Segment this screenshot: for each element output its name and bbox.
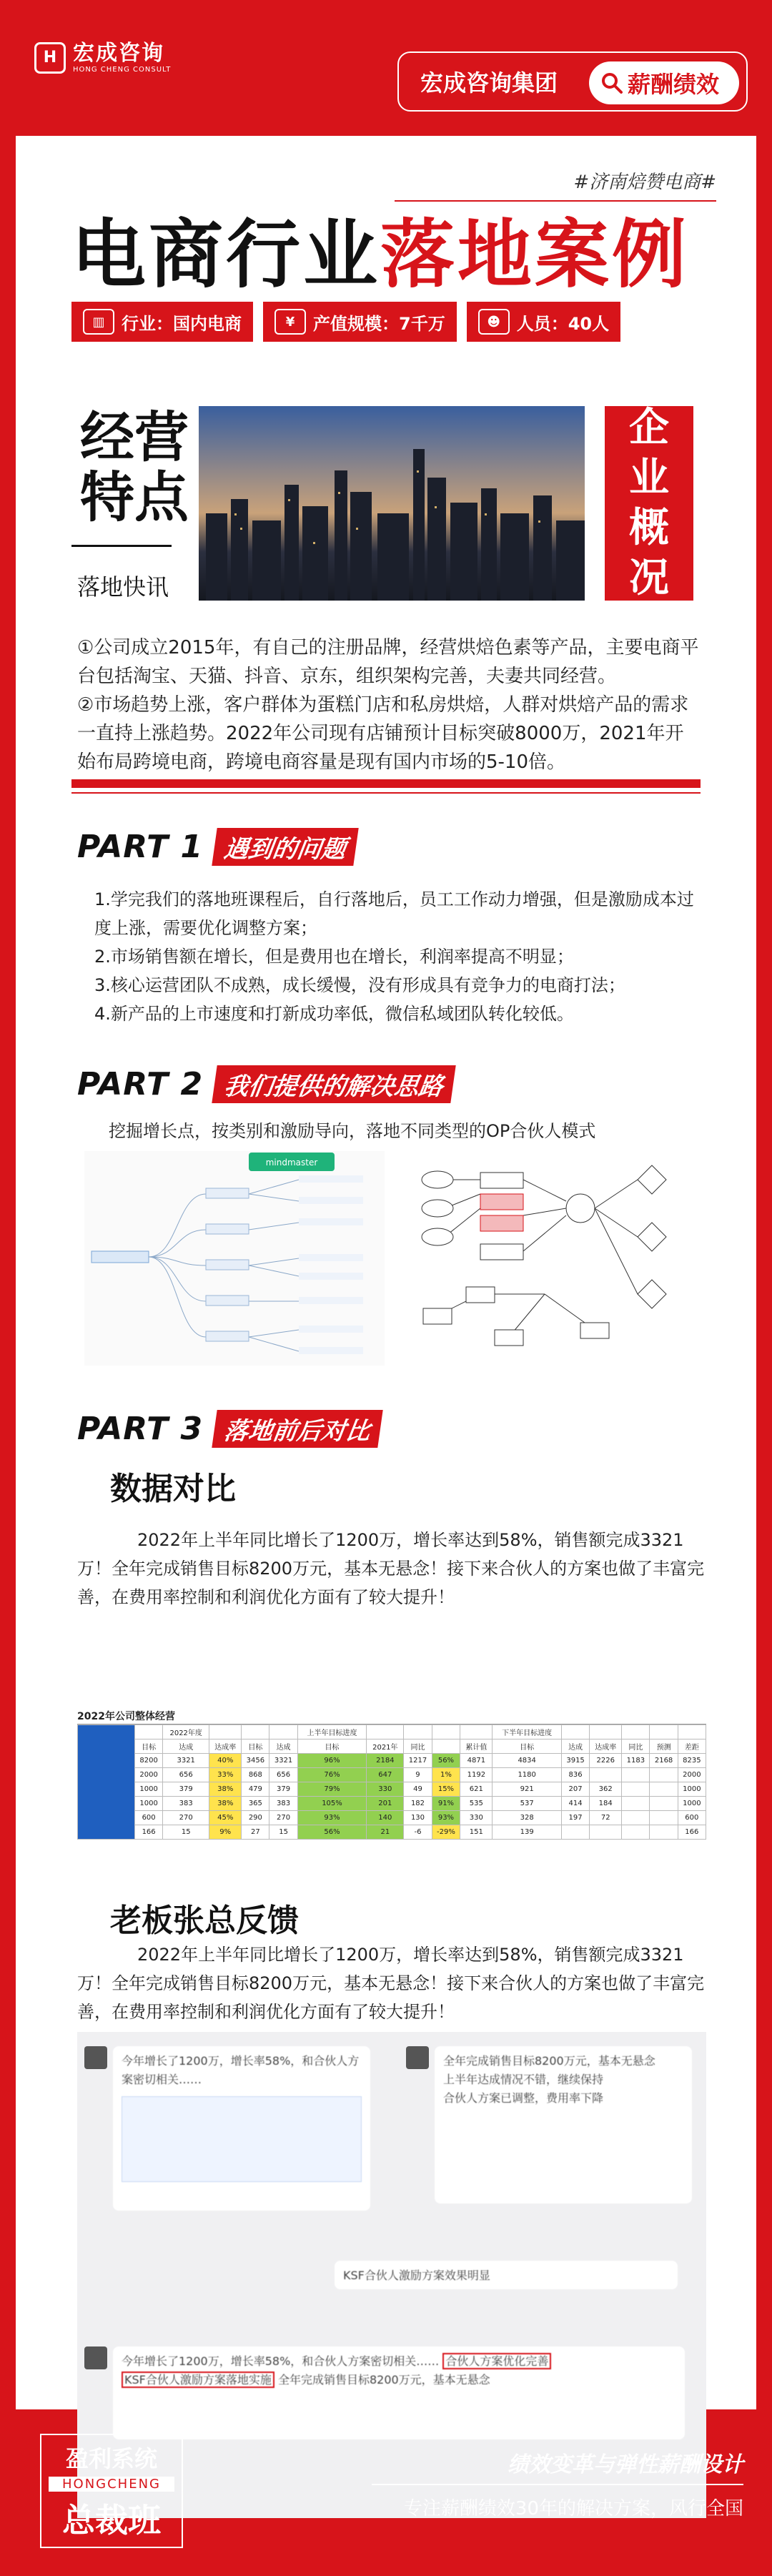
info-industry — [71, 302, 253, 342]
info-scale-label: 产值规模：7千万 — [313, 313, 445, 334]
table-cell: 365 — [242, 1797, 269, 1811]
table-cell: 184 — [590, 1797, 622, 1811]
mindmaster-brand: mindmaster — [265, 1158, 318, 1168]
table-cell: 600 — [135, 1811, 163, 1825]
table-cell: 207 — [561, 1782, 589, 1797]
footer-logo-bottom: 总裁班 — [62, 2501, 161, 2540]
intro-paragraph: ①公司成立2015年，有自己的注册品牌，经营烘焙色素等产品，主要电商平台包括淘宝、天猫、抖音、京东，组织架构完善，夫妻共同经营。 — [77, 637, 699, 687]
chat-line: 全年完成销售目标8200万元，基本无悬念 — [443, 2054, 655, 2068]
info-people — [467, 302, 620, 342]
avatar — [406, 2046, 429, 2069]
table-cell — [432, 1739, 460, 1754]
table-cell: 166 — [678, 1825, 706, 1840]
table-cell: 621 — [460, 1782, 493, 1797]
chat-line: 今年增长了1200万，增长率58%，和合伙人方案密切相关…… — [122, 2354, 440, 2368]
table-cell: 9% — [209, 1825, 242, 1840]
table-cell: 1217 — [404, 1754, 432, 1768]
table-cell: 330 — [460, 1811, 493, 1825]
table-cell: 1000 — [678, 1782, 706, 1797]
tag-divider — [395, 200, 716, 202]
table-cell — [650, 1725, 678, 1739]
table-cell: 目标 — [493, 1739, 562, 1754]
table-cell: 130 — [404, 1811, 432, 1825]
table-cell: 140 — [367, 1811, 404, 1825]
table-cell: 8235 — [678, 1754, 706, 1768]
chat-image — [122, 2096, 362, 2182]
problem-item: 4.新产品的上市速度和打新成功率低，微信私域团队转化较低。 — [94, 1004, 574, 1024]
table-cell: 38% — [209, 1797, 242, 1811]
flowchart-diagram-right — [402, 1151, 706, 1366]
table-cell — [561, 1725, 589, 1739]
company-intro — [77, 633, 699, 776]
table-title: 2022年公司整体经营 — [77, 1709, 706, 1724]
table-row — [78, 1825, 706, 1840]
boss-feedback-text: 2022年上半年同比增长了1200万，增长率达到58%，销售额完成3321万！全年完成销售目标8200万元，基本无悬念！接下来合伙人的方案也做了丰富完善，在费用率控制和利润优化方面有了较大提升！ — [77, 1945, 705, 2022]
spreadsheet — [77, 1724, 706, 1840]
ent-char: 况 — [629, 555, 669, 601]
table-cell: 56% — [297, 1825, 367, 1840]
table-cell — [590, 1725, 622, 1739]
city-skyline-image — [199, 406, 585, 601]
table-cell: 达成 — [561, 1739, 589, 1754]
info-people-label: 人员：40人 — [516, 313, 610, 334]
table-cell — [622, 1725, 650, 1739]
problem-list — [94, 885, 709, 1028]
search-button[interactable] — [589, 61, 739, 104]
table-cell: 差距 — [678, 1739, 706, 1754]
table-cell: 1192 — [460, 1768, 493, 1782]
table-cell: 1000 — [678, 1797, 706, 1811]
table-cell: 9 — [404, 1768, 432, 1782]
table-cell: 1180 — [493, 1768, 562, 1782]
chat-line: KSF合伙人激励方案效果明显 — [343, 2269, 490, 2282]
table-row — [78, 1725, 706, 1739]
info-bar — [71, 302, 693, 342]
chat-line: 上半年达成情况不错，继续保持 — [443, 2073, 604, 2086]
table-cell: 预测 — [650, 1739, 678, 1754]
logo-name: 宏成咨询 — [73, 41, 164, 66]
table-cell — [650, 1768, 678, 1782]
logo-english: HONG CHENG CONSULT — [73, 66, 172, 74]
info-scale — [263, 302, 457, 342]
factory-icon: ▥ — [83, 309, 114, 335]
table-cell: 27 — [242, 1825, 269, 1840]
ops-title-line1: 经营 — [80, 405, 189, 469]
table-cell: 166 — [135, 1825, 163, 1840]
ops-subtitle: 落地快讯 — [77, 573, 169, 601]
table-cell — [590, 1825, 622, 1840]
table-cell: 45% — [209, 1811, 242, 1825]
page-header — [0, 0, 772, 122]
avatar — [84, 2346, 107, 2369]
table-cell — [678, 1725, 706, 1739]
footer-divider — [372, 2484, 743, 2485]
table-row — [78, 1754, 706, 1768]
chat-line: 今年增长了1200万，增长率58%，和合伙人方案密切相关…… — [122, 2054, 360, 2086]
table-cell — [622, 1797, 650, 1811]
table-cell: 836 — [561, 1768, 589, 1782]
table-cell — [404, 1725, 432, 1739]
section-divider — [71, 779, 701, 788]
chat-bubble — [113, 2046, 370, 2211]
info-industry-label: 行业：国内电商 — [122, 313, 242, 334]
title-red: 落地案例 — [380, 211, 690, 298]
footer-logo-en: HONGCHENG — [49, 2477, 174, 2492]
table-cell: 8200 — [135, 1754, 163, 1768]
table-cell: -29% — [432, 1825, 460, 1840]
table-cell — [242, 1725, 269, 1739]
problem-item: 2.市场销售额在增长，但是费用也在增长，利润率提高不明显； — [94, 947, 574, 967]
table-cell: 868 — [242, 1768, 269, 1782]
chat-bubble — [335, 2261, 678, 2289]
table-cell: 93% — [432, 1811, 460, 1825]
chat-line: 合伙人方案已调整，费用率下降 — [443, 2091, 604, 2105]
solution-text: 挖掘增长点，按类别和激励导向，落地不同类型的OP合伙人模式 — [109, 1121, 596, 1141]
part2-heading — [77, 1065, 453, 1103]
table-cell: 目标 — [135, 1739, 163, 1754]
chat-highlight: KSF合伙人激励方案落地实施 — [122, 2372, 274, 2388]
table-cell: 3321 — [163, 1754, 209, 1768]
avatar — [84, 2046, 107, 2069]
table-cell: 目标 — [297, 1739, 367, 1754]
table-row — [78, 1811, 706, 1825]
table-cell: 537 — [493, 1797, 562, 1811]
table-cell — [460, 1725, 493, 1739]
table-cell — [622, 1825, 650, 1840]
table-cell: 40% — [209, 1754, 242, 1768]
table-cell: 656 — [163, 1768, 209, 1782]
table-cell: 达成 — [163, 1739, 209, 1754]
table-cell: 累计值 — [460, 1739, 493, 1754]
chat-highlight: 合伙人方案优化完善 — [442, 2353, 551, 2369]
table-cell: 38% — [209, 1782, 242, 1797]
table-cell: 383 — [269, 1797, 297, 1811]
performance-table — [77, 1709, 706, 1859]
table-cell: 379 — [269, 1782, 297, 1797]
ent-char: 概 — [629, 505, 669, 551]
group-name: 宏成咨询集团 — [420, 69, 558, 97]
header-pill — [397, 51, 748, 112]
table-cell: 2021年 — [367, 1739, 404, 1754]
problem-item: 1.学完我们的落地班课程后，自行落地后，员工工作动力增强，但是激励成本过度上涨，需要优化调整方案； — [94, 889, 694, 938]
table-cell — [622, 1768, 650, 1782]
ops-title — [80, 405, 189, 529]
boss-feedback-title: 老板张总反馈 — [110, 1903, 299, 1939]
table-cell: 330 — [367, 1782, 404, 1797]
table-cell: 479 — [242, 1782, 269, 1797]
table-cell: 15% — [432, 1782, 460, 1797]
search-label: 薪酬绩效 — [628, 71, 720, 98]
table-cell: 15 — [163, 1825, 209, 1840]
case-tag: #济南焙赞电商# — [573, 172, 716, 193]
table-cell: 656 — [269, 1768, 297, 1782]
intro-paragraph: ②市场趋势上涨，客户群体为蛋糕门店和私房烘焙，人群对烘焙产品的需求一直持上涨趋势。2022年公司现有店铺预计目标突破8000万，2021年开始布局跨境电商，跨境电商容量是现有国内市场的5-10倍。 — [77, 694, 689, 773]
table-cell: 2000 — [135, 1768, 163, 1782]
table-cell: 达成率 — [590, 1739, 622, 1754]
chat-bubble — [435, 2046, 692, 2204]
table-cell: 105% — [297, 1797, 367, 1811]
logo-icon: H — [34, 42, 66, 74]
table-row — [78, 1768, 706, 1782]
table-cell: 328 — [493, 1811, 562, 1825]
table-cell: 4871 — [460, 1754, 493, 1768]
table-cell: 2226 — [590, 1754, 622, 1768]
table-cell: 1000 — [135, 1782, 163, 1797]
footer-title: 绩效变革与弹性薪酬设计 — [508, 2452, 743, 2477]
table-row — [78, 1797, 706, 1811]
table-cell: 49 — [404, 1782, 432, 1797]
part3-heading — [77, 1410, 380, 1448]
search-icon — [600, 71, 623, 94]
part1-badge: 遇到的问题 — [212, 828, 358, 866]
part3-badge: 落地前后对比 — [212, 1410, 382, 1448]
table-cell: 600 — [678, 1811, 706, 1825]
table-cell: 139 — [493, 1825, 562, 1840]
table-cell: 182 — [404, 1797, 432, 1811]
chat-bubble — [113, 2346, 685, 2439]
table-cell: 151 — [460, 1825, 493, 1840]
table-cell: 921 — [493, 1782, 562, 1797]
data-comparison-text: 2022年上半年同比增长了1200万，增长率达到58%，销售额完成3321万！全年完成销售目标8200万元，基本无悬念！接下来合伙人的方案也做了丰富完善，在费用率控制和利润优化方面有了较大提升！ — [77, 1530, 705, 1607]
content-card — [16, 136, 756, 2409]
section-divider-thin — [71, 792, 701, 794]
yuan-icon: ¥ — [274, 309, 306, 335]
table-cell: 3321 — [269, 1754, 297, 1768]
chat-line: 全年完成销售目标8200万元，基本无悬念 — [277, 2373, 490, 2387]
table-cell: 达成率 — [209, 1739, 242, 1754]
table-cell: 下半年目标进度 — [493, 1725, 562, 1739]
table-cell: 上半年目标进度 — [297, 1725, 367, 1739]
ops-title-line2: 特点 — [80, 465, 189, 529]
table-cell: 414 — [561, 1797, 589, 1811]
footer-logo-top: 盈利系统 — [65, 2445, 157, 2472]
footer-logo[interactable] — [40, 2434, 183, 2548]
table-blue-cell — [78, 1725, 135, 1840]
table-cell: 同比 — [404, 1739, 432, 1754]
table-cell: 647 — [367, 1768, 404, 1782]
table-cell: 270 — [269, 1811, 297, 1825]
table-cell: 379 — [163, 1782, 209, 1797]
title-black: 电商行业 — [71, 211, 381, 298]
table-cell: 21 — [367, 1825, 404, 1840]
table-cell: 93% — [297, 1811, 367, 1825]
table-cell — [561, 1825, 589, 1840]
ent-char: 业 — [629, 455, 669, 501]
table-cell: 2022年度 — [163, 1725, 209, 1739]
table-cell: -6 — [404, 1825, 432, 1840]
part2-number: PART 2 — [77, 1066, 204, 1102]
enterprise-overview-label — [605, 406, 693, 601]
page-title — [71, 212, 689, 297]
table-cell: 1000 — [135, 1797, 163, 1811]
table-cell: 33% — [209, 1768, 242, 1782]
table-cell — [269, 1725, 297, 1739]
table-row — [78, 1782, 706, 1797]
data-comparison-title: 数据对比 — [110, 1471, 236, 1507]
table-cell — [432, 1725, 460, 1739]
part1-heading — [77, 828, 356, 866]
table-cell: 目标 — [242, 1739, 269, 1754]
table-cell — [367, 1725, 404, 1739]
table-cell: 2000 — [678, 1768, 706, 1782]
table-cell: 270 — [163, 1811, 209, 1825]
table-cell: 4834 — [493, 1754, 562, 1768]
people-icon: ☻ — [478, 309, 510, 335]
table-cell — [622, 1782, 650, 1797]
problem-item: 3.核心运营团队不成熟，成长缓慢，没有形成具有竞争力的电商打法； — [94, 975, 625, 995]
table-cell: 56% — [432, 1754, 460, 1768]
table-cell — [135, 1725, 163, 1739]
table-cell: 362 — [590, 1782, 622, 1797]
table-cell — [590, 1768, 622, 1782]
table-cell: 197 — [561, 1811, 589, 1825]
table-cell: 72 — [590, 1811, 622, 1825]
table-cell: 同比 — [622, 1739, 650, 1754]
mindmap-diagram-left — [84, 1151, 385, 1366]
table-cell — [650, 1825, 678, 1840]
table-cell — [650, 1782, 678, 1797]
table-cell — [650, 1811, 678, 1825]
ops-divider — [71, 545, 172, 547]
part1-number: PART 1 — [77, 829, 204, 865]
table-cell — [622, 1811, 650, 1825]
table-cell: 达成 — [269, 1739, 297, 1754]
table-cell: 3456 — [242, 1754, 269, 1768]
table-cell: 91% — [432, 1797, 460, 1811]
table-cell — [209, 1725, 242, 1739]
footer-subtitle: 专注薪酬绩效30年的解决方案，风行全国 — [403, 2498, 743, 2520]
table-row — [78, 1739, 706, 1754]
table-cell: 1183 — [622, 1754, 650, 1768]
table-cell: 79% — [297, 1782, 367, 1797]
table-cell: 290 — [242, 1811, 269, 1825]
ent-char: 企 — [629, 405, 669, 451]
part3-number: PART 3 — [77, 1411, 204, 1447]
table-cell: 2184 — [367, 1754, 404, 1768]
table-cell: 201 — [367, 1797, 404, 1811]
brand-logo[interactable] — [34, 41, 171, 74]
table-cell: 3915 — [561, 1754, 589, 1768]
table-cell: 1% — [432, 1768, 460, 1782]
table-cell — [650, 1797, 678, 1811]
table-cell: 2168 — [650, 1754, 678, 1768]
table-cell: 76% — [297, 1768, 367, 1782]
table-cell: 15 — [269, 1825, 297, 1840]
table-cell: 96% — [297, 1754, 367, 1768]
table-cell: 535 — [460, 1797, 493, 1811]
part2-badge: 我们提供的解决思路 — [212, 1065, 455, 1103]
table-cell: 383 — [163, 1797, 209, 1811]
